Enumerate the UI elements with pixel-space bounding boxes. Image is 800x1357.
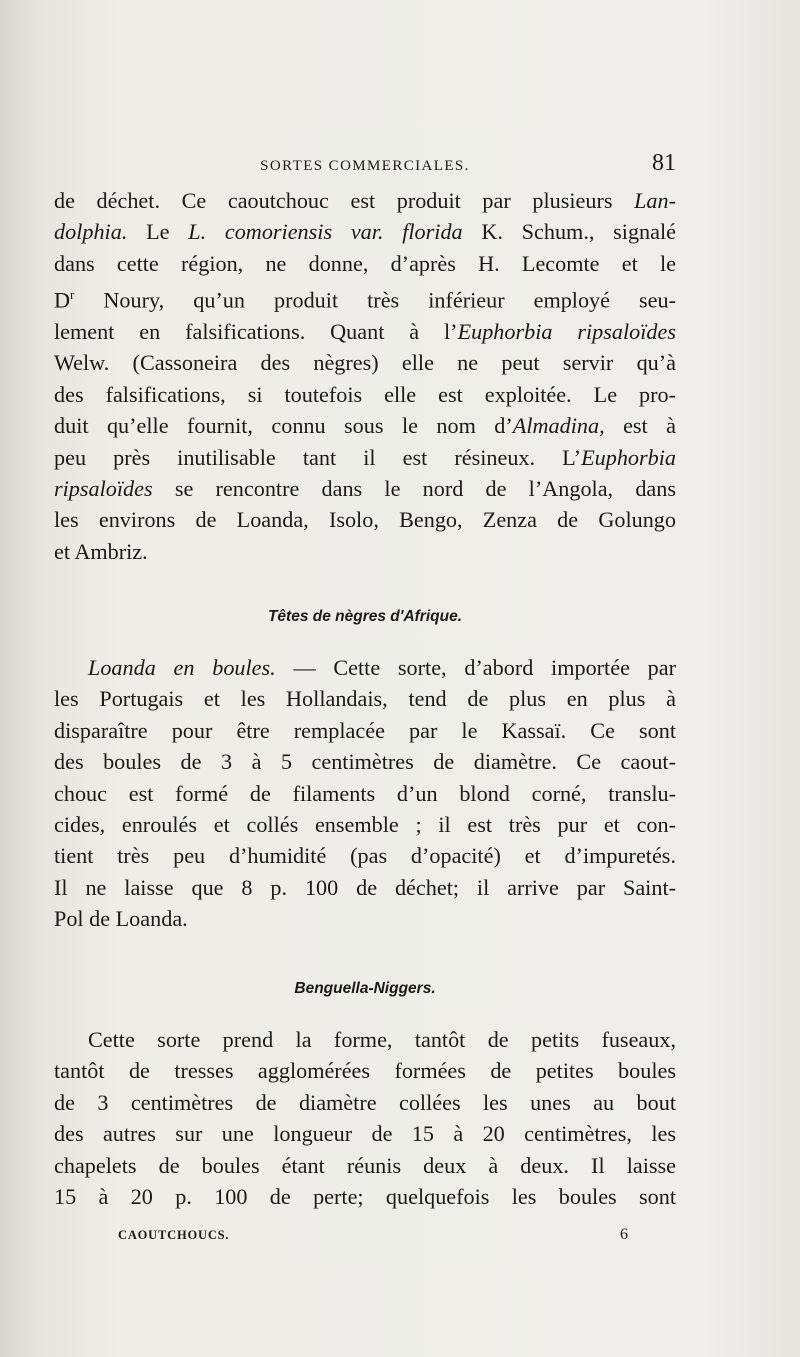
text-line: lement en falsifications. Quant à l’Euphorbia ripsaloïdes <box>54 319 676 345</box>
text-line: les Portugais et les Hollandais, tend de plus en plus à <box>54 686 676 712</box>
text-line: chouc est formé de filaments d’un blond corné, translu- <box>54 780 676 806</box>
text-line: des boules de 3 à 5 centimètres de diamètre. Ce caout- <box>54 749 676 775</box>
text-line: dans cette région, ne donne, d’après H. Lecomte et le <box>54 250 676 276</box>
text-line: dolphia. Le L. comoriensis var. florida K. Schum., signalé <box>54 219 676 245</box>
text-line: des autres sur une longueur de 15 à 20 centimètres, les <box>54 1121 676 1147</box>
text-line: Il ne laisse que 8 p. 100 de déchet; il arrive par Saint- <box>54 874 676 900</box>
text-line: de déchet. Ce caoutchouc est produit par plusieurs Lan- <box>54 188 676 213</box>
text-line: Welw. (Cassoneira des nègres) elle ne peut servir qu’à <box>54 350 676 376</box>
text-line: disparaître pour être remplacée par le Kassaï. Ce sont <box>54 717 676 743</box>
text-line: des falsifications, si toutefois elle est exploitée. Le pro- <box>54 381 676 407</box>
page-footer <box>118 1226 628 1246</box>
text-line: 15 à 20 p. 100 de perte; quelquefois les boules sont <box>54 1184 676 1210</box>
section-title: Benguella-Niggers. <box>294 980 436 997</box>
signature-number: 6 <box>620 1226 628 1243</box>
text-line: tient très peu d’humidité (pas d’opacité) et d’impuretés. <box>54 843 676 869</box>
running-title: SORTES COMMERCIALES. <box>260 158 470 174</box>
text-line: ripsaloïdes se rencontre dans le nord de l’Angola, dans <box>54 476 676 502</box>
text-line: de 3 centimètres de diamètre collées les unes au bout <box>54 1089 676 1115</box>
text-line: duit qu’elle fournit, connu sous le nom d’Almadina, est à <box>54 413 677 439</box>
text-line: et Ambriz. <box>54 538 148 564</box>
paragraph-3 <box>54 1024 676 1212</box>
text-line: Pol de Loanda. <box>54 906 188 932</box>
signature-mark: CAOUTCHOUCS. <box>118 1228 230 1242</box>
text-line: Cette sorte prend la forme, tantôt de petits fuseaux, <box>88 1027 676 1052</box>
paragraph-1 <box>54 185 676 567</box>
paragraph-2 <box>54 652 676 935</box>
text-line: $D^r$ Noury, qu’un produit très inférieur employé seu- <box>54 287 676 313</box>
section-title: Têtes de nègres d'Afrique. <box>267 608 463 625</box>
text-line: peu près inutilisable tant il est résineux. L’Euphorbia <box>54 444 676 470</box>
text-line: tantôt de tresses agglomérées formées de petites boules <box>54 1058 676 1084</box>
running-head <box>54 150 676 180</box>
text-line: Loanda en boules. — Cette sorte, d’abord importée par <box>88 655 676 680</box>
page-number: 81 <box>652 150 676 176</box>
text-line: chapelets de boules étant réunis deux à deux. Il laisse <box>54 1152 676 1178</box>
text-line: les environs de Loanda, Isolo, Bengo, Zenza de Golungo <box>54 507 676 533</box>
text-line: cides, enroulés et collés ensemble ; il est très pur et con- <box>54 812 676 838</box>
